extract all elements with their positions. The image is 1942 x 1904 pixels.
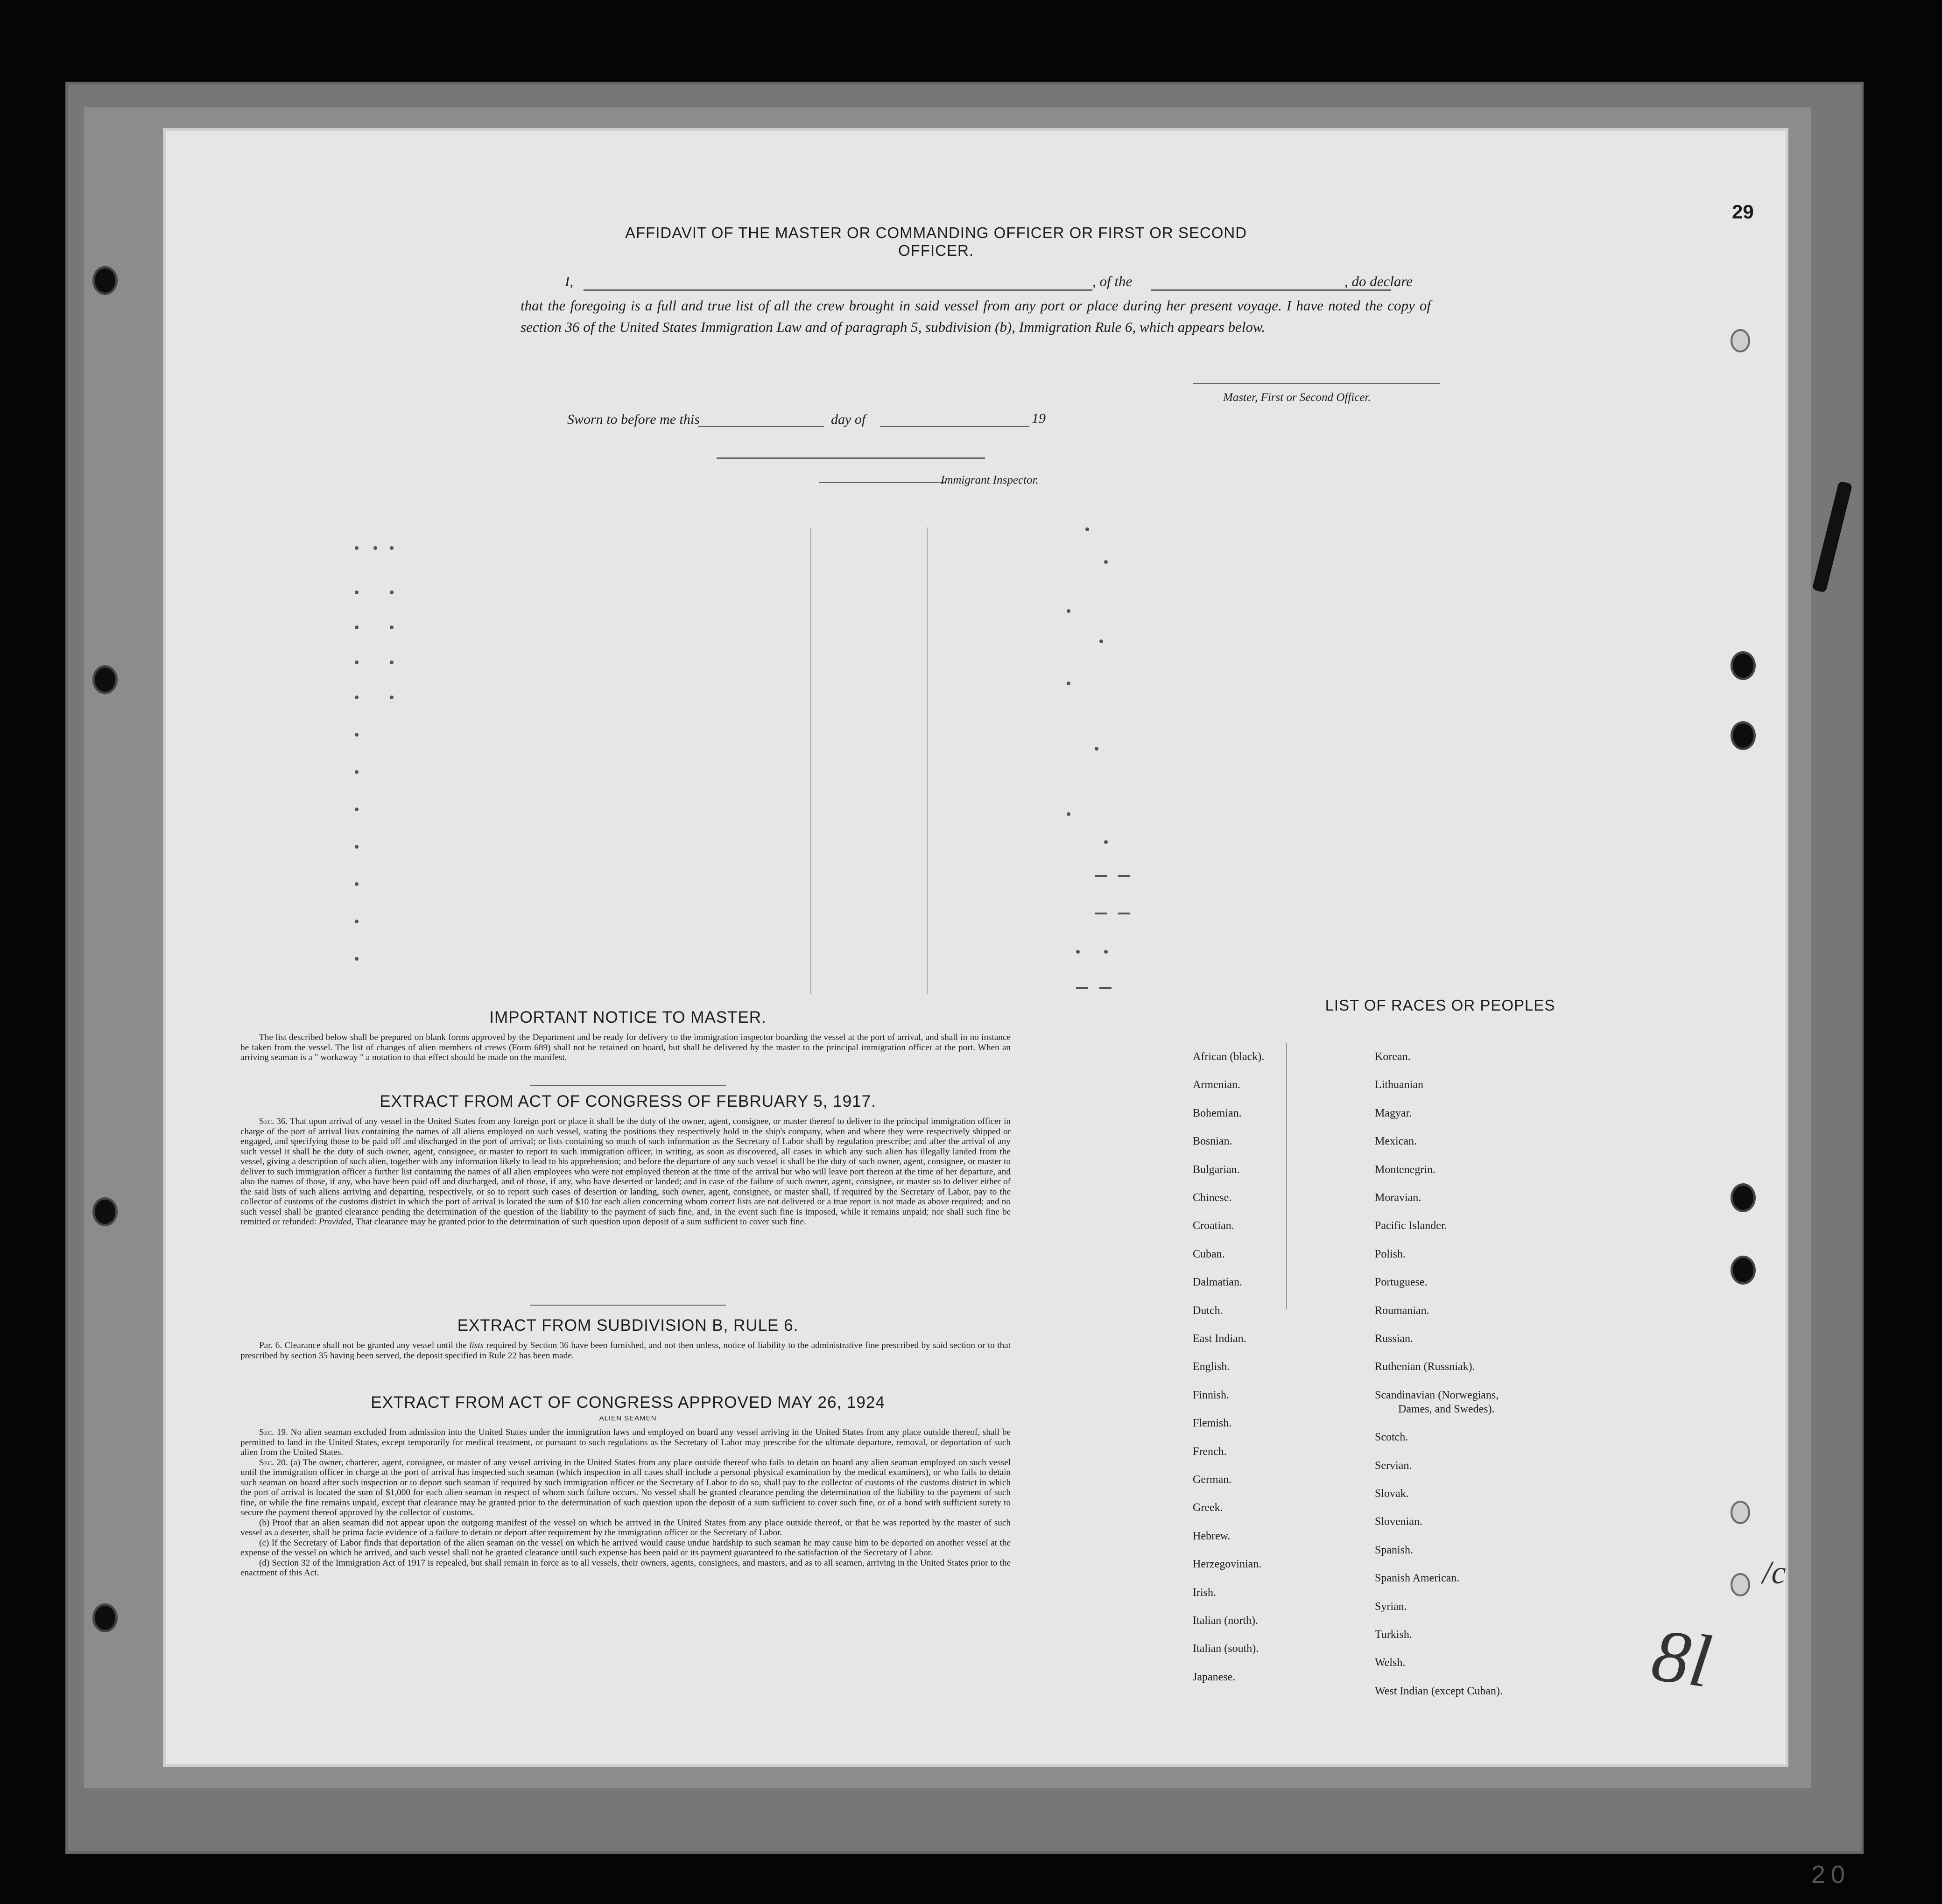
ghost-mark — [390, 696, 394, 699]
ghost-mark — [1076, 950, 1080, 954]
race-item: Dutch. — [1193, 1304, 1223, 1317]
handwritten-mark: /c — [1762, 1555, 1786, 1591]
race-item: Finnish. — [1193, 1389, 1230, 1401]
extract-rule6-title: EXTRACT FROM SUBDIVISION B, RULE 6. — [457, 1316, 799, 1335]
ghost-mark — [1076, 987, 1088, 989]
races-title: LIST OF RACES OR PEOPLES — [1325, 997, 1555, 1014]
race-item: Bulgarian. — [1193, 1163, 1240, 1176]
race-item: Italian (north). — [1193, 1615, 1258, 1627]
binder-hole — [92, 665, 118, 694]
page-number: 29 — [1732, 201, 1754, 223]
race-item: Spanish. — [1375, 1544, 1414, 1556]
ghost-mark — [355, 546, 359, 550]
ghost-mark — [1104, 560, 1108, 564]
race-item: Croatian. — [1193, 1220, 1234, 1232]
race-item: Korean. — [1375, 1051, 1411, 1063]
ghost-mark — [355, 808, 359, 811]
master-signature-field[interactable] — [1193, 383, 1440, 384]
race-item: Roumanian. — [1375, 1304, 1429, 1317]
race-item: Polish. — [1375, 1248, 1406, 1260]
inspector-signature-field[interactable] — [819, 482, 945, 483]
race-item: Syrian. — [1375, 1600, 1407, 1613]
race-item: Servian. — [1375, 1459, 1412, 1472]
sec-20a-text: (a) The owner, charterer, agent, consignee, or master of any vessel arriving in the United States from any place outside thereof who fails to detain on board any alien seaman employed on such vessel until the immigration officer in charge at the port of arrival has inspected such seaman (which inspection in all cases shall include a personal physical examination by the medical examiners), or who fails to detain such seaman on board after such inspection or to deport such seaman if required by such immigration officer or the Secretary of Labor to do so, shall pay to the collector of customs of the customs district in which the port of arrival is located the sum of $1,000 for each alien seaman in respect of whom such failure occurs. No vessel shall be granted clearance pending the determination of the liability to the payment of such fine, or while the fine remains unpaid, except that clearance may be granted prior to the determination of such question upon the deposit of a sum sufficient to cover such fine, or of a bond with sufficient surety to secure the payment thereof approved by the collector of customs. — [240, 1457, 1011, 1518]
notice-paragraph: The list described below shall be prepared on blank forms approved by the Department and be ready for delivery to the immigration inspector boarding the vessel at the port of arrival, and shall in no instance be taken from the vessel. The list of changes of alien members of crews (Form 689) shall not be retained on board, but shall be delivered by the master to the principal immigration officer at the port. When an arriving seaman is a " workaway " a notation to that effect should be made on the manifest. — [240, 1033, 1011, 1062]
extract-1917-text — [240, 1117, 1011, 1227]
race-item: Pacific Islander. — [1375, 1220, 1447, 1232]
ghost-mark — [1067, 609, 1070, 613]
race-item: Mexican. — [1375, 1135, 1417, 1148]
sec-20c-text: (c) If the Secretary of Labor finds that deportation of the alien seaman on the vessel on which he arrived would cause undue hardship to such seaman he may cause him to be deported on another vessel at the expense of the vessel on which he arrived, and such vessel shall not be granted clearance until such expense has been paid or its payment guaranteed to the satisfaction of the Secretary of Labor. — [240, 1538, 1011, 1558]
ghost-mark — [355, 590, 359, 594]
sec-20b-text: (b) Proof that an alien seaman did not appear upon the outgoing manifest of the vessel on which he arrived in the United States from any place outside thereof, or that he was reported by the master of such vessel as a deserter, shall be prima facie evidence of a failure to detain or deport after requirement by the immigration officer or the Secretary of Labor. — [240, 1518, 1011, 1538]
ghost-rule — [927, 527, 928, 994]
declarant-name-field[interactable] — [584, 289, 1092, 291]
race-item: Italian (south). — [1193, 1643, 1259, 1655]
race-item: West Indian (except Cuban). — [1375, 1685, 1503, 1697]
race-item: Portuguese. — [1375, 1276, 1428, 1289]
notice-text — [240, 1033, 1011, 1063]
ghost-mark — [1085, 527, 1089, 531]
ghost-mark — [355, 882, 359, 886]
sec-20-label: Sec. 20. — [259, 1457, 288, 1468]
of-the-label: , of the — [1092, 273, 1133, 289]
binder-hole — [1731, 651, 1756, 680]
ghost-mark — [1095, 913, 1107, 914]
race-item: Greek. — [1193, 1502, 1223, 1514]
ghost-mark — [1099, 639, 1103, 643]
race-item: Moravian. — [1375, 1192, 1421, 1204]
ghost-mark — [355, 733, 359, 737]
binder-hole — [1731, 1183, 1756, 1212]
extract-1917-title: EXTRACT FROM ACT OF CONGRESS OF FEBRUARY 5, 1917. — [380, 1092, 876, 1110]
ghost-mark — [1099, 987, 1112, 989]
notice-title: IMPORTANT NOTICE TO MASTER. — [489, 1008, 767, 1026]
race-item: Armenian. — [1193, 1079, 1240, 1091]
ghost-mark — [1118, 875, 1130, 877]
ghost-mark — [390, 625, 394, 629]
race-item: Chinese. — [1193, 1192, 1232, 1204]
race-item: Magyar. — [1375, 1107, 1412, 1119]
race-item: Flemish. — [1193, 1417, 1232, 1430]
film-frame-number: 20 — [1811, 1861, 1851, 1889]
race-item: Slovak. — [1375, 1488, 1409, 1500]
race-item: Herzegovinian. — [1193, 1558, 1262, 1571]
race-item: Spanish American. — [1375, 1572, 1460, 1585]
race-item: East Indian. — [1193, 1333, 1246, 1345]
race-item: Irish. — [1193, 1586, 1216, 1599]
rule6-lists-word: lists — [469, 1341, 484, 1350]
ghost-mark — [1104, 840, 1108, 844]
race-item: Bohemian. — [1193, 1107, 1242, 1119]
binder-hole — [92, 1197, 118, 1226]
race-item: Welsh. — [1375, 1657, 1406, 1669]
race-item: French. — [1193, 1445, 1227, 1458]
proviso: Provided, — [318, 1217, 354, 1227]
ghost-mark — [390, 660, 394, 664]
rule6-text-a: Par. 6. Clearance shall not be granted any vessel until the — [259, 1341, 467, 1350]
sec-36-text: That upon arrival of any vessel in the United States from any foreign port or place it shall be the duty of the owner, agent, consignee, or master thereof to deliver to the principal immigration officer in charge of the port of arrival lists containing the names of all aliens employed on such vessel, stating the positions they respectively hold in the ship's company, when and where they were respectively shipped or engaged, and specifying those to be paid off and discharged in the port of arrival; or lists containing so much of such information as the Secretary of Labor shall by regulation prescribe; and after the arrival of any such vessel it shall be the duty of such owner, agent, consignee, or master to report to such immigration officer, in writing, as soon as discovered, all cases in which any such alien has illegally landed from the vessel, giving a description of such alien, together with any information likely to lead to his apprehension; and before the departure of any such vessel it shall be the duty of such owner, agent, consignee, or master to deliver to such immigration officer a further list containing the names of all alien employees who were not employed thereon at the time of the arrival but who will leave port thereon at the time of her departure, and also the names of those, if any, who have been paid off and discharged, and of those, if any, who have deserted or landed; and in case of the failure of such owner, agent, consignee, or master so to deliver either of the said lists of such aliens arriving and departing, respectively, or so to report such cases of desertion or landing, such owner, agent, consignee, or master shall, if required by the Secretary of Labor, pay to the collector of customs of the customs district in which the port of arrival is located the sum of $10 for each alien concerning whom correct lists are not delivered or a true report is not made as above required; and no such vessel shall be granted clearance pending the determination of the question of the liability to the payment of such fine, and, in the event such fine is imposed, while it remains unpaid; nor shall such fine be remitted or refunded: — [240, 1117, 1011, 1227]
ghost-mark — [1067, 812, 1070, 816]
do-declare-label: , do declare — [1344, 273, 1413, 289]
race-item: Japanese. — [1193, 1671, 1236, 1683]
inspector-signature-line-top — [717, 457, 985, 459]
race-item: Ruthenian (Russniak). — [1375, 1361, 1475, 1373]
binder-hole — [92, 1603, 118, 1632]
ghost-mark — [390, 546, 394, 550]
race-item: Montenegrin. — [1375, 1163, 1435, 1176]
handwritten-mark: 8l — [1647, 1613, 1717, 1703]
binder-hole — [1731, 721, 1756, 750]
ghost-mark — [1095, 747, 1098, 751]
sworn-day-field[interactable] — [698, 426, 824, 427]
race-item: Slovenian. — [1375, 1516, 1422, 1528]
race-item: Lithuanian — [1375, 1079, 1423, 1091]
ghost-mark — [1067, 682, 1070, 685]
ghost-mark — [355, 957, 359, 961]
race-item: Hebrew. — [1193, 1530, 1231, 1542]
race-item: African (black). — [1193, 1051, 1265, 1063]
race-item: Russian. — [1375, 1333, 1414, 1345]
extract-1924-subtitle: ALIEN SEAMEN — [599, 1414, 657, 1422]
sec-36-label: Sec. 36. — [259, 1117, 288, 1126]
rule6-text-b: required by Section 36 have been furnished, and not then unless, notice of liability to the administrative fine prescribed by said section or to that prescribed by section 35 having been served, the deposit specified in Rule 22 has been made. — [240, 1341, 1011, 1361]
sec-20d-text: (d) Section 32 of the Immigration Act of 1917 is repealed, but shall remain in force as to all vessels, their owners, agents, consignees, and masters, and as to all seamen, arriving in the United States prior to the enactment of this Act. — [240, 1558, 1011, 1578]
ghost-mark — [1118, 913, 1130, 914]
ghost-mark — [1095, 875, 1107, 877]
ghost-mark — [373, 546, 377, 550]
master-signature-label: Master, First or Second Officer. — [1223, 391, 1371, 404]
binder-hole — [1731, 329, 1750, 352]
extract-rule6-text — [240, 1341, 1011, 1361]
section-divider — [530, 1305, 726, 1306]
declarant-prefix: I, — [565, 273, 574, 289]
race-item: Dames, and Swedes). — [1398, 1403, 1495, 1415]
race-item: Dalmatian. — [1193, 1276, 1242, 1289]
binder-hole — [1731, 1256, 1756, 1285]
extract-1924-text — [240, 1427, 1011, 1578]
race-item: Scotch. — [1375, 1431, 1408, 1444]
document-page — [166, 131, 1786, 1764]
extract-1924-title: EXTRACT FROM ACT OF CONGRESS APPROVED MAY 26, 1924 — [371, 1393, 885, 1412]
ghost-mark — [355, 770, 359, 774]
ghost-mark — [1104, 950, 1108, 954]
race-item: Scandinavian (Norwegians, — [1375, 1389, 1499, 1401]
ghost-mark — [355, 845, 359, 849]
affidavit-title: AFFIDAVIT OF THE MASTER OR COMMANDING OFFICER OR FIRST OR SECOND OFFICER. — [625, 224, 1247, 259]
affidavit-body: that the foregoing is a full and true list of all the crew brought in said vessel from any port or place during her present voyage. I have noted the copy of section 36 of the United States Immigration Law and of paragraph 5, subdivision (b), Immigration Rule 6, which appears below. — [521, 297, 1431, 335]
binder-hole — [92, 266, 118, 295]
ghost-rule — [810, 527, 811, 994]
ghost-mark — [355, 625, 359, 629]
binder-hole — [1731, 1501, 1750, 1524]
sec-36-text-end: That clearance may be granted prior to the determination of such question upon deposit of a sum sufficient to cover such fine. — [355, 1217, 806, 1227]
ghost-mark — [355, 920, 359, 923]
race-item: Bosnian. — [1193, 1135, 1232, 1148]
section-divider — [530, 1085, 726, 1086]
sworn-prefix: Sworn to before me this — [567, 412, 700, 427]
ghost-mark — [355, 660, 359, 664]
race-item: English. — [1193, 1361, 1230, 1373]
race-item: Turkish. — [1375, 1629, 1412, 1641]
binder-hole — [1731, 1573, 1750, 1596]
sworn-month-field[interactable] — [880, 426, 1029, 427]
year-prefix: 19 — [1032, 411, 1046, 426]
sec-19-text: No alien seaman excluded from admission into the United States under the immigration laws and employed on board any vessel arriving in the United States from any place outside thereof, shall be permitted to land in the United States, except temporarily for medical treatment, or pursuant to such regulations as the Secretary of Labor may prescribe for the ultimate departure, removal, or deportation of such alien from the United States. — [240, 1427, 1011, 1457]
ghost-mark — [355, 696, 359, 699]
race-item: German. — [1193, 1474, 1232, 1486]
day-of-label: day of — [831, 412, 866, 427]
race-item: Cuban. — [1193, 1248, 1225, 1260]
sec-19-label: Sec. 19. — [259, 1427, 288, 1437]
ghost-mark — [390, 590, 394, 594]
inspector-label: Immigrant Inspector. — [941, 474, 1039, 486]
